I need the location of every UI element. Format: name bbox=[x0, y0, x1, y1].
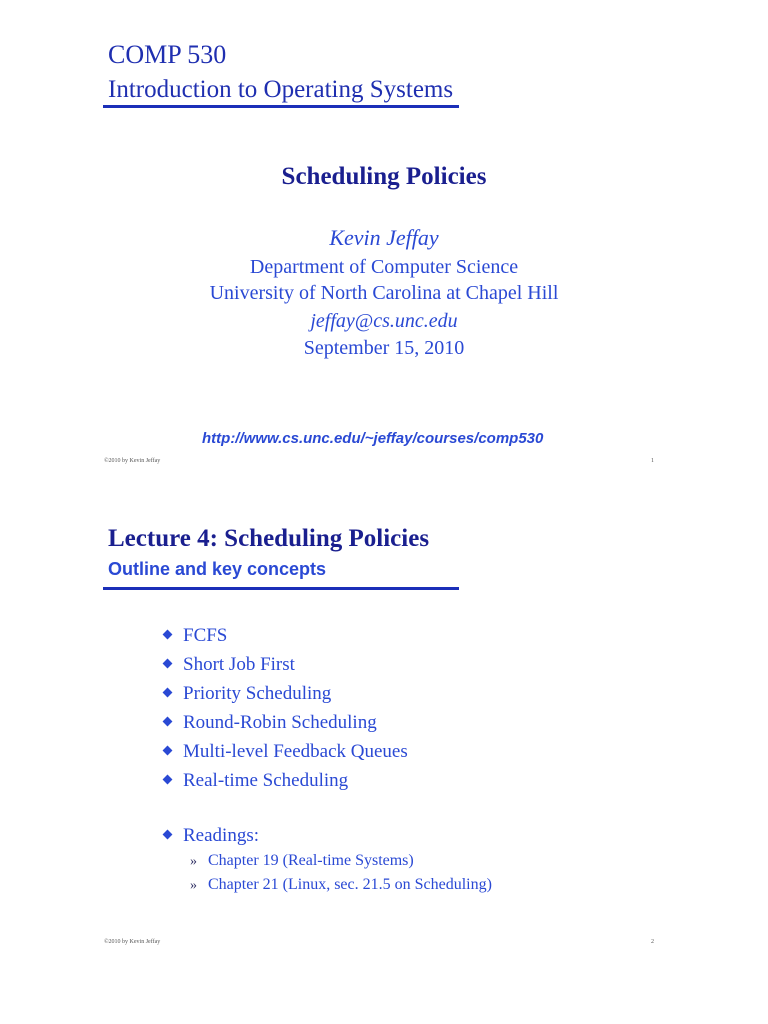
lecture-subtitle: Outline and key concepts bbox=[108, 559, 327, 579]
course-title: Introduction to Operating Systems bbox=[108, 76, 454, 103]
diamond-bullet-icon bbox=[163, 830, 173, 840]
readings-heading bbox=[162, 826, 259, 845]
list-item-label: Priority Scheduling bbox=[183, 683, 332, 704]
footer-copyright: ©2010 by Kevin Jeffay bbox=[104, 458, 161, 464]
lecture-title: Lecture 4: Scheduling Policies bbox=[108, 525, 430, 552]
list-item bbox=[162, 742, 408, 771]
slide-1 bbox=[0, 0, 768, 490]
slide-2 bbox=[0, 496, 768, 1024]
list-item-label: Round-Robin Scheduling bbox=[183, 712, 377, 733]
course-url-link[interactable]: http://www.cs.unc.edu/~jeffay/courses/comp530 bbox=[202, 430, 544, 447]
list-item bbox=[162, 713, 408, 742]
reading-item-label: Chapter 21 (Linux, sec. 21.5 on Scheduling) bbox=[208, 876, 492, 893]
slide-title: Scheduling Policies bbox=[281, 163, 487, 190]
raquo-marker-icon: » bbox=[190, 854, 197, 869]
reading-item bbox=[190, 853, 414, 869]
list-item bbox=[162, 655, 408, 684]
diamond-bullet-icon bbox=[163, 775, 173, 785]
list-item bbox=[162, 771, 408, 800]
page-number: 1 bbox=[651, 458, 654, 464]
diamond-bullet-icon bbox=[163, 746, 173, 756]
lecture-date: September 15, 2010 bbox=[303, 337, 465, 359]
author-email: jeffay@cs.unc.edu bbox=[310, 310, 458, 332]
reading-item-label: Chapter 19 (Real-time Systems) bbox=[208, 852, 414, 869]
diamond-bullet-icon bbox=[163, 630, 173, 640]
course-code: COMP 530 bbox=[108, 40, 227, 69]
list-item-label: Real-time Scheduling bbox=[183, 770, 349, 791]
reading-item bbox=[190, 877, 492, 893]
author-name: Kevin Jeffay bbox=[329, 225, 439, 250]
diamond-bullet-icon bbox=[163, 659, 173, 669]
list-item-label: Multi-level Feedback Queues bbox=[183, 741, 408, 762]
list-item-label: Short Job First bbox=[183, 654, 295, 675]
list-item bbox=[162, 684, 408, 713]
readings-label: Readings: bbox=[183, 825, 259, 846]
diamond-bullet-icon bbox=[163, 717, 173, 727]
footer-copyright: ©2010 by Kevin Jeffay bbox=[104, 939, 161, 945]
list-item bbox=[162, 626, 408, 655]
list-item-label: FCFS bbox=[183, 625, 228, 646]
page-number: 2 bbox=[651, 939, 654, 945]
title-underline bbox=[103, 105, 459, 108]
concept-list bbox=[162, 626, 408, 800]
diamond-bullet-icon bbox=[163, 688, 173, 698]
university: University of North Carolina at Chapel Hill bbox=[209, 282, 559, 304]
department: Department of Computer Science bbox=[249, 256, 519, 278]
raquo-marker-icon: » bbox=[190, 878, 197, 893]
title-underline bbox=[103, 587, 459, 590]
